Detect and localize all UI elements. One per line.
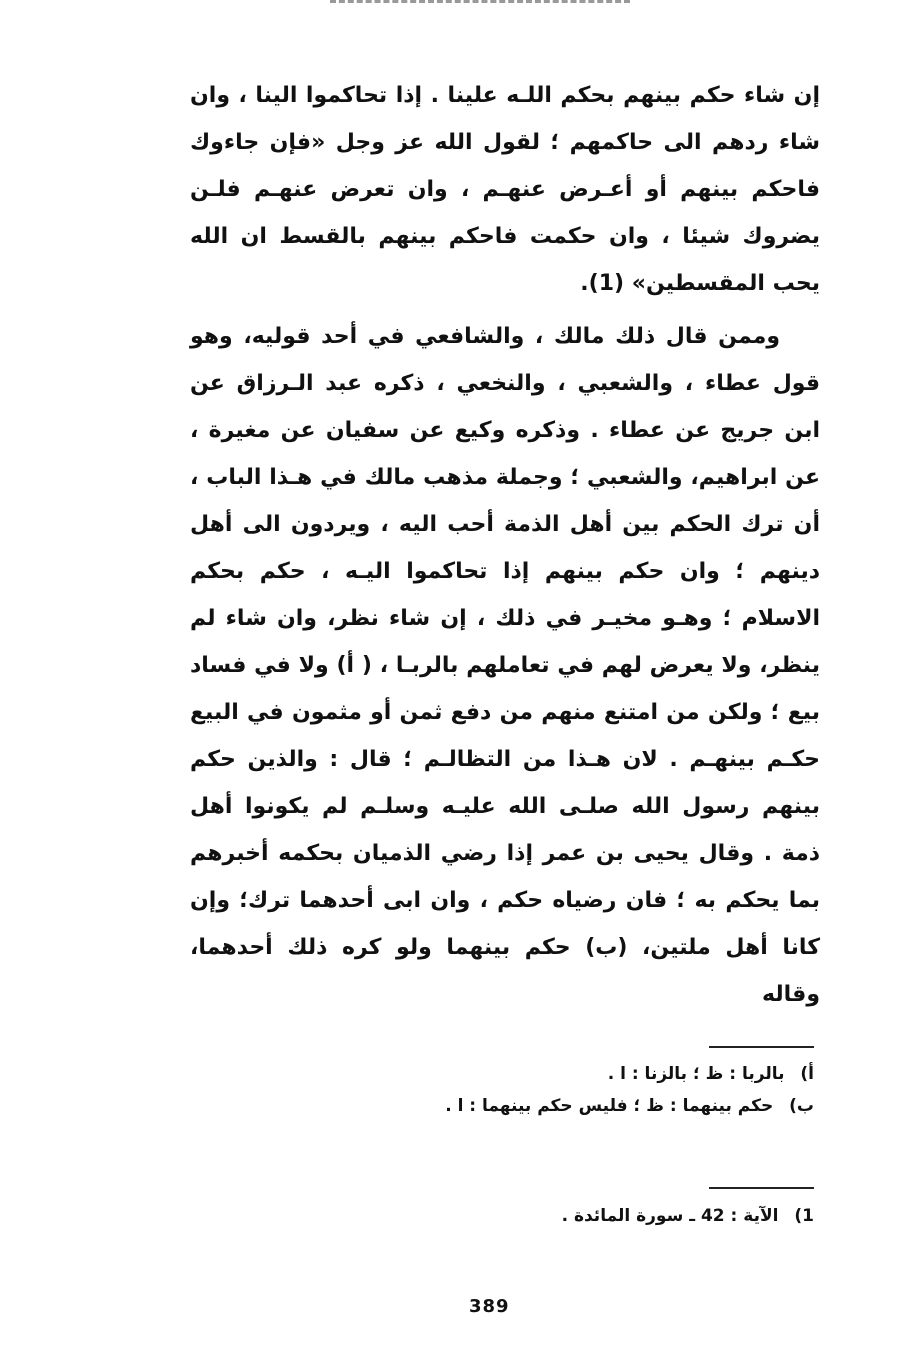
variant-note-a-text: بالربا : ظ ؛ بالزنا : ا . [607,1064,785,1084]
footnote-separator-variants [709,1046,814,1048]
source-note-1-key: 1) [794,1206,814,1226]
page-number: 389 [469,1296,510,1317]
source-footnotes [354,1200,814,1232]
main-text-block [190,72,820,1024]
variant-note-b-text: حكم بينهما : ظ ؛ فليس حكم بينهما : ا . [445,1096,774,1116]
paragraph-1: إن شاء حكم بينهم بحكم اللـه علينا . إذا تحاكموا الينا ، وان شاء ردهم الى حاكمهم ؛ لقول الله عز وجل «فإن جاءوك فاحكم بينهم أو أعـرض عنهـم ، وان تعرض عنهـم فلـن يضروك شيئا ، وان حكمت فاحكم بينهم بالقسط ان الله يحب المقسطين» (1). [190,83,820,296]
paragraph-2: وممن قال ذلك مالك ، والشافعي في أحد قوليه، وهو قول عطاء ، والشعبي ، والنخعي ، ذكره عبد الـرزاق عن ابن جريج عن عطاء . وذكره وكيع عن سفيان عن مغيرة ، عن ابراهيم، والشعبي ؛ وجملة مذهب مالك في هـذا الباب ، أن ترك الحكم بين أهل الذمة أحب اليه ، ويردون الى أهل دينهم ؛ وان حكم بينهم إذا تحاكموا اليـه ، حكم بحكم الاسلام ؛ وهـو مخيـر في ذلك ، إن شاء نظر، وان شاء لم ينظر، ولا يعرض لهم في تعاملهم بالربـا ، ( أ) ولا في فساد بيع ؛ ولكن من امتنع منهم من دفع ثمن أو مثمون في البيع حكـم بينهـم . لان هـذا من التظالـم ؛ قال : والذين حكم بينهم رسول الله صلـى الله عليـه وسلـم لم يكونوا أهل ذمة . وقال يحيى بن عمر إذا رضي الذميان بحكمه أخبرهم بما يحكم به ؛ فان رضياه حكم ، وان ابى أحدهما ترك؛ وإن كانا أهل ملتين، (ب) حكم بينهما ولو كره ذلك أحدهما، وقاله [190,324,820,1007]
variant-footnotes [354,1058,814,1122]
top-edge-marks [330,0,630,11]
footnote-separator-sources [709,1187,814,1189]
source-note-1-text: الآية : 42 ـ سورة المائدة . [561,1206,779,1226]
variant-note-a [354,1058,814,1090]
source-note-1 [354,1200,814,1232]
variant-note-b-key: ب) [789,1096,814,1116]
variant-note-b [354,1090,814,1122]
variant-note-a-key: أ) [800,1064,814,1084]
